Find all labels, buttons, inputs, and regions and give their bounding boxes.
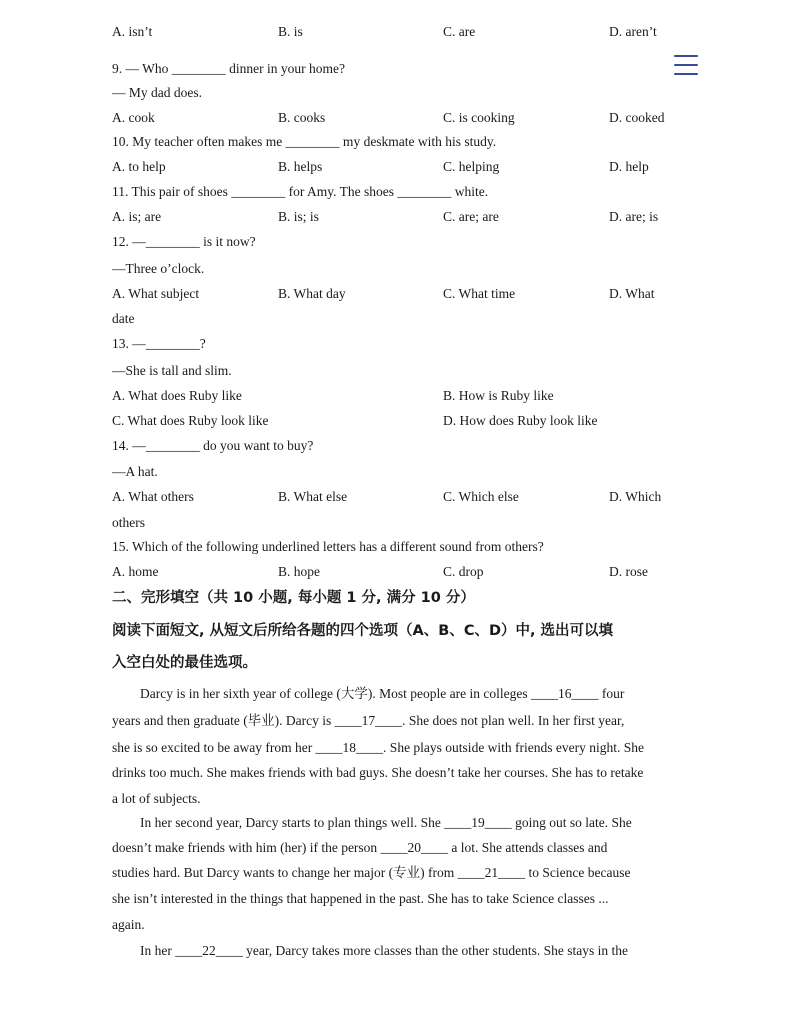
q11-option-d[interactable]: D. are; is [609, 209, 659, 224]
q11-option-a[interactable]: A. is; are [112, 209, 162, 224]
q14-option-d[interactable]: D. Which [609, 489, 662, 504]
q15-option-b[interactable]: B. hope [278, 564, 320, 579]
q12-option-b[interactable]: B. What day [278, 286, 346, 301]
q13-option-c[interactable]: C. What does Ruby look like [112, 413, 269, 428]
q8-option-c[interactable]: C. are [443, 24, 476, 39]
q15-option-a[interactable]: A. home [112, 564, 159, 579]
passage-p1-line-4: drinks too much. She makes friends with bad guys. She doesn’t take her courses. She has to retake [112, 765, 644, 780]
q14-stem: 14. —________ do you want to buy? [112, 438, 314, 453]
section-2-instruction-line-2: 入空白处的最佳选项。 [112, 655, 257, 671]
q13-option-b[interactable]: B. How is Ruby like [443, 388, 554, 403]
q11-stem: 11. This pair of shoes ________ for Amy. The shoes ________ white. [112, 184, 489, 199]
q15-stem: 15. Which of the following underlined letters has a different sound from others? [112, 539, 544, 554]
passage-p1-line-5: a lot of subjects. [112, 791, 201, 806]
passage-p2-line-1: In her second year, Darcy starts to plan things well. She ____19____ going out so late. She [140, 815, 632, 830]
q12-option-a[interactable]: A. What subject [112, 286, 200, 301]
q10-option-b[interactable]: B. helps [278, 159, 323, 174]
section-2-title: 二、完形填空（共 10 小题, 每小题 1 分, 满分 10 分） [112, 590, 475, 606]
q12-option-c[interactable]: C. What time [443, 286, 516, 301]
q10-option-d[interactable]: D. help [609, 159, 649, 174]
passage-p1-line-2: years and then graduate (毕业). Darcy is ____17____. She does not plan well. In her first year, [112, 713, 625, 728]
q15-option-c[interactable]: C. drop [443, 564, 484, 579]
passage-p1-line-3: she is so excited to be away from her ____18____. She plays outside with friends every night. She [112, 740, 645, 755]
passage-p1-line-1: Darcy is in her sixth year of college (大学). Most people are in colleges ____16____ four [140, 686, 625, 701]
q11-option-b[interactable]: B. is; is [278, 209, 319, 224]
passage-p2-line-2: doesn’t make friends with him (her) if the person ____20____ a lot. She attends classes and [112, 840, 608, 855]
q9-stem: 9. — Who ________ dinner in your home? [112, 61, 345, 76]
q11-option-c[interactable]: C. are; are [443, 209, 499, 224]
q12-stem: 12. —________ is it now? [112, 234, 256, 249]
q9-option-c[interactable]: C. is cooking [443, 110, 515, 125]
q10-option-c[interactable]: C. helping [443, 159, 500, 174]
q8-option-d[interactable]: D. aren’t [609, 24, 657, 39]
q14-option-d-wrap: others [112, 515, 145, 530]
q15-option-d[interactable]: D. rose [609, 564, 648, 579]
q14-option-a[interactable]: A. What others [112, 489, 194, 504]
q9-option-a[interactable]: A. cook [112, 110, 155, 125]
q14-option-c[interactable]: C. Which else [443, 489, 519, 504]
passage-p2-line-5: again. [112, 917, 145, 932]
q13-stem: 13. —________? [112, 336, 206, 351]
q14-option-b[interactable]: B. What else [278, 489, 348, 504]
passage-p3-line-1: In her ____22____ year, Darcy takes more classes than the other students. She stays in the [140, 943, 628, 958]
q9-reply: — My dad does. [112, 85, 202, 100]
q10-option-a[interactable]: A. to help [112, 159, 166, 174]
q9-option-d[interactable]: D. cooked [609, 110, 665, 125]
q13-reply: —She is tall and slim. [112, 363, 232, 378]
q12-option-d-wrap: date [112, 311, 135, 326]
q8-option-a[interactable]: A. isn’t [112, 24, 153, 39]
q10-stem: 10. My teacher often makes me ________ my deskmate with his study. [112, 134, 497, 149]
passage-p2-line-4: she isn’t interested in the things that happened in the past. She has to take Science classes ... [112, 891, 609, 906]
q13-option-d[interactable]: D. How does Ruby look like [443, 413, 598, 428]
section-2-instruction-line-1: 阅读下面短文, 从短文后所给各题的四个选项（A、B、C、D）中, 选出可以填 [112, 623, 614, 639]
hamburger-menu-icon[interactable] [674, 53, 700, 77]
q9-option-b[interactable]: B. cooks [278, 110, 326, 125]
passage-p2-line-3: studies hard. But Darcy wants to change her major (专业) from ____21____ to Science because [112, 865, 631, 880]
q12-option-d[interactable]: D. What [609, 286, 655, 301]
q14-reply: —A hat. [112, 464, 158, 479]
q8-option-b[interactable]: B. is [278, 24, 303, 39]
q12-reply: —Three o’clock. [112, 261, 205, 276]
q13-option-a[interactable]: A. What does Ruby like [112, 388, 242, 403]
